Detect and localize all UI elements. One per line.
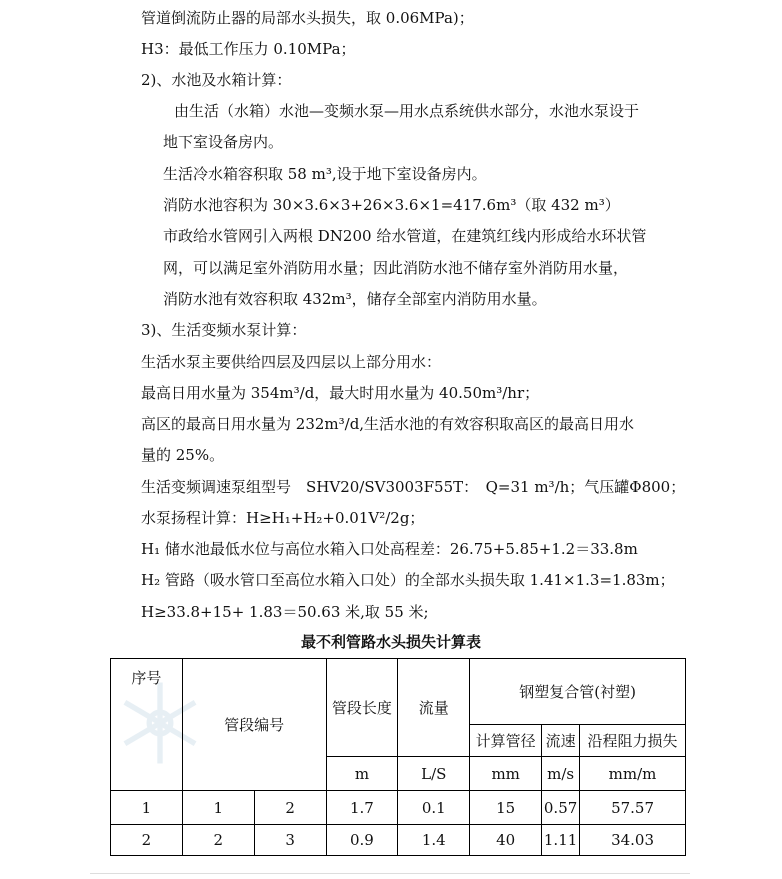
head-loss-table xyxy=(110,658,686,856)
text-line: 量的 25%。 xyxy=(141,446,225,464)
text-line: 生活冷水箱容积取 58 m³,设于地下室设备房内。 xyxy=(163,165,487,183)
page-edge-divider xyxy=(90,873,690,874)
table-row xyxy=(111,825,686,856)
text-line: 地下室设备房内。 xyxy=(163,133,284,151)
cell-seq: 1 xyxy=(111,791,183,825)
cell-from: 2 xyxy=(182,825,254,856)
cell-diameter: 40 xyxy=(470,825,542,856)
unit-friction: mm/m xyxy=(580,757,686,791)
cell-from: 1 xyxy=(182,791,254,825)
cell-flow: 0.1 xyxy=(398,791,470,825)
table-title: 最不利管路水头损失计算表 xyxy=(300,633,481,651)
text-line: H≥33.8+15+ 1.83＝50.63 米,取 55 米; xyxy=(141,603,429,621)
cell-to: 3 xyxy=(254,825,326,856)
text-line: 生活变频调速泵组型号 SHV20/SV3003F55T： Q=31 m³/h；气压罐Φ800； xyxy=(141,478,686,496)
unit-length: m xyxy=(326,757,398,791)
cell-friction: 34.03 xyxy=(580,825,686,856)
text-line: 消防水池容积为 30×3.6×3+26×3.6×1=417.6m³（取 432 m³） xyxy=(163,196,620,214)
header-friction: 沿程阻力损失 xyxy=(580,725,686,757)
header-segment-no: 管段编号 xyxy=(182,659,326,791)
text-line: 2)、水池及水箱计算： xyxy=(141,71,292,89)
text-line: 市政给水管网引入两根 DN200 给水管道，在建筑红线内形成给水环状管 xyxy=(163,227,647,245)
unit-flow: L/S xyxy=(398,757,470,791)
text-line: 管道倒流防止器的局部水头损失，取 0.06MPa)； xyxy=(141,9,474,27)
text-line: 高区的最高日用水量为 232m³/d,生活水池的有效容积取高区的最高日用水 xyxy=(141,415,635,433)
cell-seq: 2 xyxy=(111,825,183,856)
cell-to: 2 xyxy=(254,791,326,825)
cell-velocity: 1.11 xyxy=(542,825,580,856)
text-line: H3：最低工作压力 0.10MPa； xyxy=(141,40,356,58)
text-line: 水泵扬程计算：H≥H₁+H₂+0.01V²/2g； xyxy=(141,509,425,527)
text-line: 网，可以满足室外消防用水量；因此消防水池不储存室外消防用水量， xyxy=(163,259,629,277)
header-diameter: 计算管径 xyxy=(470,725,542,757)
cell-flow: 1.4 xyxy=(398,825,470,856)
text-line: 最高日用水量为 354m³/d，最大时用水量为 40.50m³/hr； xyxy=(141,384,540,402)
text-line: 3)、生活变频水泵计算： xyxy=(141,321,307,339)
unit-velocity: m/s xyxy=(542,757,580,791)
cell-friction: 57.57 xyxy=(580,791,686,825)
cell-length: 0.9 xyxy=(326,825,398,856)
header-pipe-group: 钢塑复合管(衬塑) xyxy=(470,659,686,725)
text-line: 由生活（水箱）水池—变频水泵—用水点系统供水部分，水池水泵设于 xyxy=(174,102,640,120)
unit-diameter: mm xyxy=(470,757,542,791)
cell-velocity: 0.57 xyxy=(542,791,580,825)
text-line: H₁ 储水池最低水位与高位水箱入口处高程差：26.75+5.85+1.2＝33.8m xyxy=(141,540,638,558)
text-line: 消防水池有效容积取 432m³，储存全部室内消防用水量。 xyxy=(163,290,547,308)
header-velocity: 流速 xyxy=(542,725,580,757)
header-length: 管段长度 xyxy=(326,659,398,757)
text-line: 生活水泵主要供给四层及四层以上部分用水： xyxy=(141,353,442,371)
cell-diameter: 15 xyxy=(470,791,542,825)
table-row xyxy=(111,791,686,825)
cell-length: 1.7 xyxy=(326,791,398,825)
header-flow: 流量 xyxy=(398,659,470,757)
text-line: H₂ 管路（吸水管口至高位水箱入口处）的全部水头损失取 1.41×1.3=1.83m； xyxy=(141,571,675,589)
header-seq: 序号 xyxy=(111,659,183,791)
